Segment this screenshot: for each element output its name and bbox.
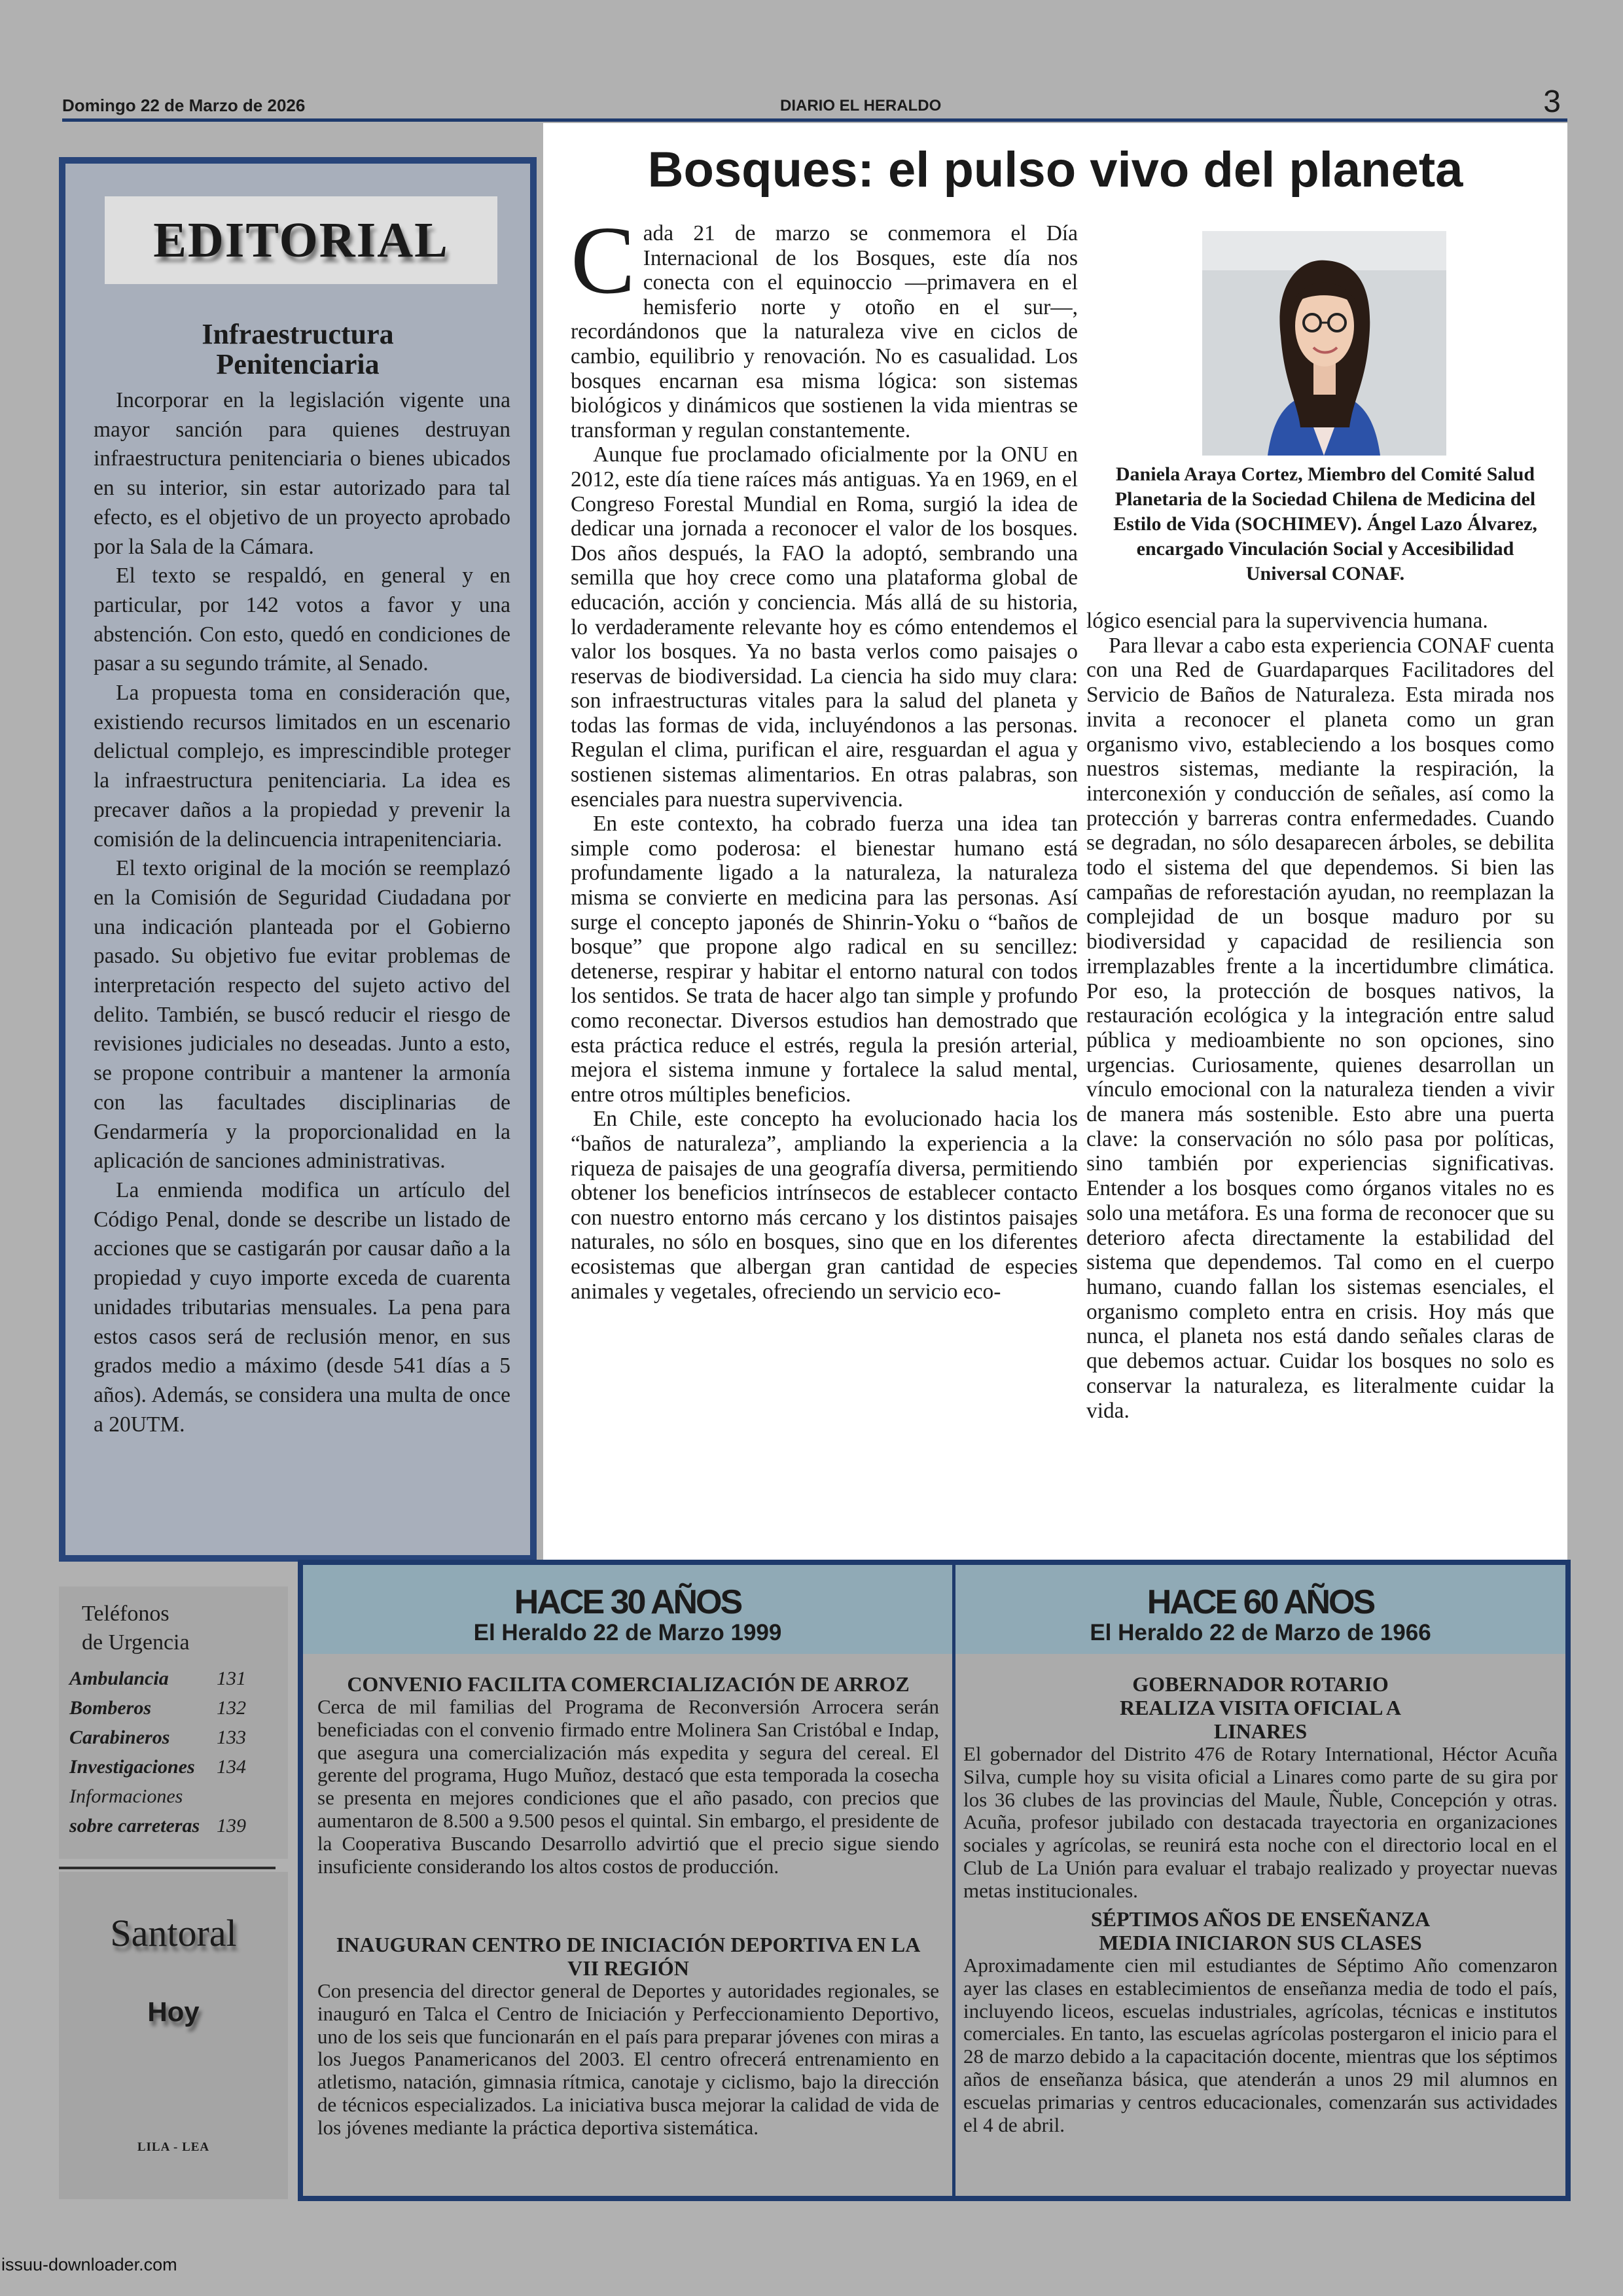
emergency-phones-box [59, 1587, 288, 1859]
phone-row-investigaciones [69, 1756, 285, 1785]
editorial-paragraph: La propuesta toma en consideración que, existiendo recursos limitados en un escenario delictual complejo, es imprescindible proteger la infraestructura penitenciaria. La idea es precaver daños a la propiedad y prevenir la comisión de la delincuencia intrapenitenciaria. [94, 681, 510, 852]
story-body: Con presencia del director general de Deportes y autoridades regionales, se inauguró en Talca el Centro de Iniciación y Perfeccionamiento Deportivo, uno de los seis que funcionarán en el país para preparar jóvenes con miras a los Juegos Panamericanos del 2003. El centro ofrecerá entrenamiento en atletismo, natación, gimnasia rítmica, canotaje y ciclismo, bajo la dirección de técnicos especializados. La iniciativa busca mejorar la calidad de vida de los jóvenes mediante la práctica deportiva sistemática. [317, 1979, 939, 2139]
drop-cap: C [571, 221, 635, 314]
story-body: Aproximadamente cien mil estudiantes de Séptimo Año comenzaron ayer las clases en establecimientos de enseñanza media de todo el país, incluyendo liceos, escuelas industriales, agrícolas, técnicas e institutos comerciales. En tanto, las escuelas agrícolas postergaron el inicio para el 28 de marzo debido a la capacitación docente, mientras que los séptimos años de enseñanza básica, que atenderán a unos 29 mil alumnos en escuelas primarias y centros educacionales, comenzarán sus actividades el 4 de abril. [963, 1954, 1558, 2136]
phone-label: Ambulancia [69, 1668, 169, 1689]
editorial-paragraph: El texto se respaldó, en general y en particular, por 142 votos a favor y una abstención. Con esto, quedó en condiciones de pasar a su segundo trámite, al Senado. [94, 564, 510, 676]
phone-label: Investigaciones [69, 1756, 195, 1778]
article-column-1 [571, 221, 1078, 1560]
article-lead-paragraph [571, 221, 1078, 442]
hace-30-story-2 [317, 1933, 939, 2140]
santoral-today: Hoy [147, 1996, 200, 2027]
editorial-column [59, 157, 537, 1562]
hace-30-header [303, 1565, 952, 1654]
hace-30-heading: HACE 30 AÑOS [514, 1583, 741, 1621]
main-article [543, 123, 1567, 1570]
header-newspaper-name: DIARIO EL HERALDO [780, 97, 942, 115]
phone-number: 133 [217, 1727, 246, 1748]
editorial-paragraph: El texto original de la moción se reemplazó en la Comisión de Seguridad Ciudadana por una indicación planteada por el Gobierno pasado. Su objetivo fue evitar problemas de interpretación respecto del sujeto activo del delito. También, se buscó reducir el riesgo de revisiones judiciales no deseadas. Junto a esto, se propone contribuir a mantener la armonía con las facultades disciplinarias de Gendarmería y la proporcionalidad en la aplicación de sanciones administrativas. [94, 856, 510, 1174]
santoral-title: Santoral [110, 1912, 237, 1954]
hace-60-story-1 [963, 1672, 1558, 1903]
editorial-label: EDITORIAL [105, 196, 497, 284]
phone-number: 134 [217, 1756, 246, 1778]
editorial-title: Infraestructura Penitenciaria [202, 318, 394, 380]
phones-title [82, 1600, 190, 1657]
header-date: Domingo 22 de Marzo de 2026 [62, 96, 306, 115]
watermark: issuu-downloader.com [1, 2255, 177, 2274]
article-column-2 [1086, 609, 1554, 1558]
santoral-box [59, 1872, 288, 2199]
phone-row-carreteras [69, 1815, 285, 1844]
hace-30-story-1 [317, 1672, 939, 1878]
story-title: INAUGURAN CENTRO DE INICIACIÓN DEPORTIVA EN LA VII REGIÓN [336, 1933, 921, 1980]
phone-label: Bomberos [69, 1697, 152, 1719]
page-header [62, 84, 1567, 122]
hace-60-header [955, 1565, 1565, 1654]
article-continuation: lógico esencial para la supervivencia humana. [1086, 609, 1488, 633]
editorial-paragraph: Incorporar en la legislación vigente una mayor sanción para quienes destruyan infraestructura penitenciaria o bienes ubicados en su interior, sin estar autorizado para tal efecto, es el objetivo de un proyecto aprobado por la Sala de la Cámara. [94, 388, 510, 559]
phones-title-line: de Urgencia [82, 1630, 190, 1655]
portrait-illustration [1202, 231, 1446, 456]
phones-list [69, 1668, 285, 1844]
phone-number: 132 [217, 1697, 246, 1719]
article-paragraph: Aunque fue proclamado oficialmente por la ONU en 2012, este día tiene raíces más antiguas. Ya en 1969, en el Congreso Forestal Mundial en Roma, surgió la idea de dedicar una jornada a reconocer el valor de los bosques. Dos años después, la FAO la adoptó, sembrando una semilla que hoy crece como una plataforma global de educación, acción y conciencia. Más allá de su historia, lo verdaderamente relevante hoy es cómo entendemos el valor los bosques. Ya no basta verlos como paisajes o reservas de biodiversidad. La ciencia ha sido muy clara: son infraestructuras vitales para la salud del planeta y todas las formas de vida, incluyéndonos a las personas. Regulan el clima, purifican el aire, resguardan el agua y sostienen sistemas alimentarios. En otras palabras, son esenciales para nuestra supervivencia. [571, 442, 1078, 812]
article-paragraph: Para llevar a cabo esta experiencia CONAF cuenta con una Red de Guardaparques Facilitadores del Servicio de Baños de Naturaleza. Esta mirada nos invita a reconocer el planeta como un gran organismo vivo, estableciendo a los bosques como nuestros sistemas, mediante la respiración, la interconexión y conducción de señales, así como la protección y barreras contra enfermedades. Cuando se degradan, no sólo desaparecen árboles, se debilita todo el sistema del que dependemos. Si bien las campañas de reforestación ayudan, no reemplazan la complejidad de un bosque maduro por su biodiversidad y capacidad de resiliencia son irremplazables frente a la incertidumbre climática. Por eso, la protección de bosques nativos, la restauración ecológica y la integración entre salud pública y medioambiente no son opciones, sino urgencias. Curiosamente, quienes desarrollan un vínculo emocional con la naturaleza tienden a vivir de manera más sostenible. Esto abre una puerta clave: la conservación no sólo pasa por políticas, sino también por experiencias significativas. Entender a los bosques como órganos vitales no es solo una metáfora. Es una forma de reconocer que su deterioro afecta directamente la estabilidad del sistema que dependemos. Tal como en el cuerpo humano, cuando fallan los sistemas esenciales, el organismo completo entra en crisis. Hoy más que nunca, el planeta nos está dando señales claras de que debemos actuar. Cuidar los bosques no solo es conservar la naturaleza, es literalmente cuidar la vida. [1086, 633, 1554, 1423]
story-body: Cerca de mil familias del Programa de Reconversión Arrocera serán beneficiadas con el convenio firmado entre Molinera San Cristóbal e Indap, que asegura una comercialización más expedita y segura del cereal. El gerente del programa, Hugo Muñoz, destacó que esta temporada la cosecha se presenta en mejores condiciones que el año pasado, con precios que aumentaron de 8.500 a 9.500 pesos el quintal. Sin embargo, el presidente de la Cooperativa Buscando Desarrollo advirtió que el precio sigue siendo insuficiente considerando los altos costos de producción. [317, 1695, 939, 1878]
hace-60-heading: HACE 60 AÑOS [1147, 1583, 1374, 1621]
story-title: CONVENIO FACILITA COMERCIALIZACIÓN DE ARROZ [347, 1672, 910, 1696]
photo-caption: Daniela Araya Cortez, Miembro del Comité Salud Planetaria de la Sociedad Chilena de Medicina del Estilo de Vida (SOCHIMEV). Ángel Lazo Álvarez, encargado Vinculación Social y Accesibilidad Universal CONAF. [1113, 463, 1537, 584]
article-paragraph: En este contexto, ha cobrado fuerza una idea tan simple como poderosa: el bienestar humano está profundamente ligado a la naturaleza, la naturaleza misma se convierte en medicina para las personas. Así surge el concepto japonés de Shinrin-Yoku o “baños de bosque” que propone algo radical en su sencillez: detenerse, respirar y habitar el entorno natural con todos los sentidos. Se trata de hacer algo tan simple y profundo como reconectar. Diversos estudios han demostrado que esta práctica reduce el estrés, regula la presión arterial, mejora el sistema inmune y fortalece la salud mental, entre otros múltiples beneficios. [571, 812, 1078, 1107]
phone-row-informaciones [69, 1785, 285, 1815]
story-title: GOBERNADOR ROTARIO REALIZA VISITA OFICIAL A LINARES [1119, 1672, 1402, 1743]
phone-row-ambulancia [69, 1668, 285, 1697]
phone-number: 139 [217, 1815, 246, 1837]
hace-60-column [955, 1565, 1565, 2196]
phone-row-bomberos [69, 1697, 285, 1727]
editorial-paragraph: La enmienda modifica un artículo del Código Penal, donde se describe un listado de acciones que se castigarán por causar daño a la propiedad y cuyo importe exceda de cuarenta unidades tributarias mensuales. La pena para estos casos será de reclusión menor, en sus grados medio a máximo (desde 541 días a 5 años). Además, se considera una multa de once a 20UTM. [94, 1177, 510, 1437]
phone-label: Informaciones [69, 1785, 183, 1807]
hace-60-story-2 [963, 1907, 1558, 2136]
phones-title-line: Teléfonos [82, 1602, 169, 1626]
hace-30-subheading: El Heraldo 22 de Marzo 1999 [473, 1620, 782, 1645]
sidebar-divider [59, 1867, 276, 1869]
phone-row-carabineros [69, 1727, 285, 1756]
article-title: Bosques: el pulso vivo del planeta [647, 142, 1463, 198]
header-page-number: 3 [1543, 84, 1561, 119]
hace-30-column [303, 1565, 952, 2196]
phone-number: 131 [217, 1668, 246, 1689]
hace-60-subheading: El Heraldo 22 de Marzo de 1966 [1090, 1620, 1431, 1645]
phone-label: Carabineros [69, 1727, 170, 1748]
santoral-names: LILA - LEA [137, 2140, 210, 2154]
history-box [298, 1560, 1571, 2201]
editorial-body [94, 386, 510, 1439]
author-photo [1202, 231, 1446, 456]
phone-label: sobre carreteras [69, 1815, 200, 1837]
article-lead-text: ada 21 de marzo se conmemora el Día Internacional de los Bosques, este día nos conecta con el equinoccio —primavera en el hemisferio norte y otoño en el sur—, recordándonos que la naturaleza vive en ciclos de cambio, equilibrio y renovación. No es casualidad. Los bosques encarnan esa misma lógica: son sistemas biológicos y dinámicos que sostienen la vida mientras se transforman y regulan constantemente. [571, 221, 1078, 442]
story-title: SÉPTIMOS AÑOS DE ENSEÑANZA MEDIA INICIARON SUS CLASES [1090, 1907, 1431, 1954]
story-body: El gobernador del Distrito 476 de Rotary International, Héctor Acuña Silva, cumple hoy su visita oficial a Linares como parte de su gira por los 36 clubes de las provincias del Maule, Ñuble, Concepción y otras. Acuña, profesor jubilado con destacada trayectoria en organizaciones sociales y agrícolas, se reunirá esta noche con el directorio local en el Club de La Unión para evaluar el trabajo realizado y proyectar nuevas metas institucionales. [963, 1742, 1558, 1902]
article-paragraph: En Chile, este concepto ha evolucionado hacia los “baños de naturaleza”, ampliando la experiencia a la riqueza de paisajes de una geografía diversa, permitiendo obtener los beneficios intrínsecos de establecer contacto con nuestro entorno más cercano y los distintos paisajes naturales, no sólo en bosques, sino que en los diferentes ecosistemas que albergan gran cantidad de especies animales y vegetales, ofreciendo un servicio eco- [571, 1107, 1078, 1304]
